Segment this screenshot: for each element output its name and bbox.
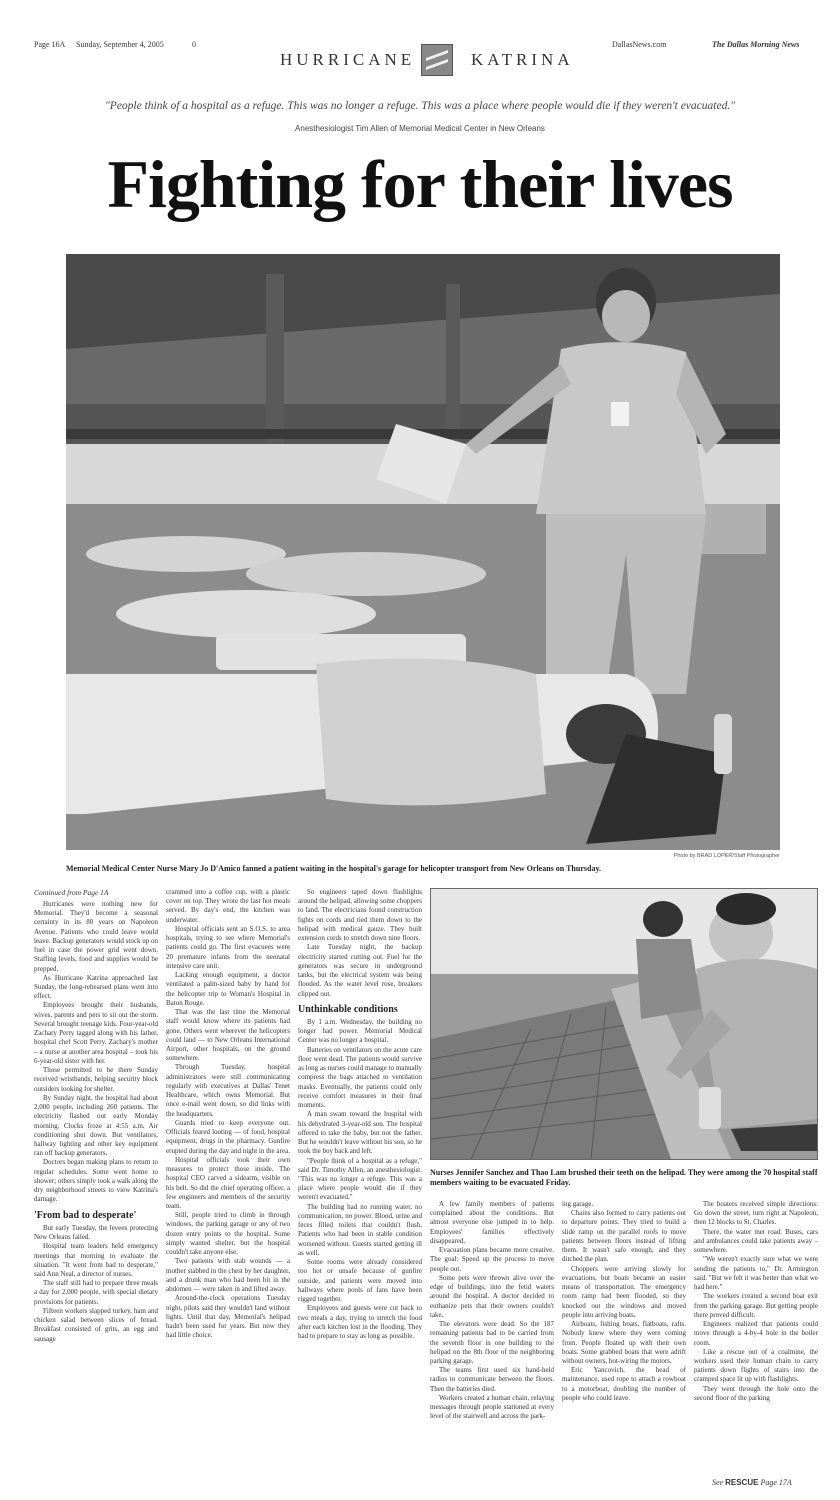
paragraph: As Hurricane Katrina approached last Sunday, the long-rehearsed plans went into effect. <box>34 973 158 1001</box>
paragraph: Chains also formed to carry patients out to departure points. They tried to build a slide ramp on the parallel roofs to move patients between floors instead of lifting them. It wasn't safe enough, and they ditched the plan. <box>562 1209 686 1264</box>
paragraph: "We weren't exactly sure what we were sending the patients to," Dr. Armington said. "But we felt it was better than what we had here." <box>694 1255 818 1292</box>
paragraph: Like a rescue out of a coalmine, the workers used their human chain to carry patients down flights of stairs into the cramped space lit up with flashlights. <box>694 1347 818 1384</box>
helipad-photo <box>430 888 818 1160</box>
paragraph: By Sunday night, the hospital had about 2,000 people, including 260 patients. The electricity flashed out early Monday morning. Clocks froze at 4:55 a.m. Air conditioning shut down. But ventilators, hallway lighting and other key equipment ran off backup generators. <box>34 1093 158 1158</box>
article-column-6 <box>694 1200 818 1403</box>
helipad-photo-caption: Nurses Jennifer Sanchez and Thao Lam brushed their teeth on the helipad. They were among the 70 hospital staff members waiting to be evacuated Friday. <box>430 1168 818 1187</box>
paragraph: The building had no running water, no communication, no power. Blood, urine and feces filled toilets that couldn't flush. Patients who had been in stable condition worsened without. Guests started getting ill as well. <box>298 1202 422 1257</box>
paragraph: Guards tried to keep everyone out. Officials feared looting — of food, hospital equipment, drugs in the pharmacy. Gunfire erupted during the day and night in the area. <box>166 1118 290 1155</box>
site-url: DallasNews.com <box>612 40 667 49</box>
article-column-3 <box>298 888 422 1341</box>
paragraph: Workers created a human chain, relaying messages through people stationed at every level of the stairwell and across the park- <box>430 1393 554 1421</box>
paragraph: Doctors began making plans to return to regular schedules. Some went home to shower; others simply took a walk along the dry neighborhood streets to view Katrina's damage. <box>34 1158 158 1204</box>
paragraph: Those permitted to be there Sunday received wristbands, helping security block outsiders looking for shelter. <box>34 1066 158 1093</box>
pull-quote-attribution: Anesthesiologist Tim Allen of Memorial Medical Center in New Orleans <box>295 124 545 133</box>
paragraph: The boaters received simple directions: Go down the street, turn right at Napoleon, then 12 blocks to St. Charles. <box>694 1200 818 1227</box>
continued-from: Continued from Page 1A <box>34 888 109 897</box>
paragraph: The staff still had to prepare three meals a day for 2,000 people, with special dietary provisions for patients. <box>34 1279 158 1306</box>
page-number: Page 16A <box>34 40 66 49</box>
paragraph: "People think of a hospital as a refuge," said Dr. Timothy Allen, an anesthesiologist. "This was no longer a refuge. This was a place where people would die if they weren't evacuated." <box>298 1156 422 1202</box>
paragraph: By 1 a.m. Wednesday, the building no longer had power. Memorial Medical Center was no longer a hospital. <box>298 1018 422 1045</box>
paragraph: So engineers taped down flashlights around the helipad, allowing some choppers to land. The electricians found construction lights on cords and tied them down to the helipad with medical gauze. They built extension cords to stretch down nine floors. <box>298 888 422 943</box>
paragraph: Late Tuesday night, the backup electricity started cutting out. Fuel for the generators was secure in underground tanks, but the electrical system was being flooded. As the water level rose, breakers clipped out. <box>298 943 422 998</box>
paper-name: The Dallas Morning News <box>712 40 800 49</box>
paragraph: Batteries on ventilators on the acute care floor went dead. The patients would survive as long as nurses could manage to manually compress the bags attached to ventilation masks. Eventually, the patients could only receive comfort measures in their final moments. <box>298 1045 422 1110</box>
jump-page: Page 17A <box>760 1478 792 1487</box>
main-photo-caption: Memorial Medical Center Nurse Mary Jo D'Amico fanned a patient waiting in the hospital's garage for helicopter transport from New Orleans on Thursday. <box>66 864 601 873</box>
jump-prefix: See <box>712 1478 724 1487</box>
paragraph: Evacuation plans became more creative. The goal: Speed up the process to move people out. <box>430 1246 554 1273</box>
paragraph: Around-the-clock operations Tuesday night, pilots said they wouldn't land without lights. Until that day, Memorial's helipad hadn't been used for years. But now they had little choice. <box>166 1294 290 1340</box>
pull-quote: "People think of a hospital as a refuge. This was no longer a refuge. This was a place where people would die if they weren't evacuated." <box>104 100 736 112</box>
paragraph: But early Tuesday, the levees protecting New Orleans failed. <box>34 1223 158 1242</box>
helipad-photo-illustration <box>431 889 817 1159</box>
paragraph: The elevators were dead. So the 187 remaining patients had to be carried from the seventh floor in one building to the helipad on the 8th floor of the neighboring parking garage. <box>430 1320 554 1365</box>
paragraph: Through Tuesday, hospital administrators were still communicating regularly with executives at Dallas' Tenet Healthcare, which owns Memorial. But once e-mail went down, so did links with the headquarters. <box>166 1063 290 1118</box>
paragraph: A few family members of patients complained about the conditions. But almost everyone else jumped in to help. Employees' families effectively disappeared. <box>430 1200 554 1245</box>
article-column-4 <box>430 1200 554 1422</box>
paragraph: There, the water met road. Buses, cars and ambulances could take patients away – somewhere. <box>694 1227 818 1255</box>
section-code: 0 <box>192 40 196 49</box>
main-photo-illustration <box>66 254 780 850</box>
paragraph: ing garage. <box>562 1200 594 1208</box>
paragraph: Employees brought their husbands, wives, parents and pets to sit out the storm. Several brought teenage kids. Four-year-old Zachary Perry tagged along with his father, hospital chef Scott Perry. Zachary's mother – a nurse at another area hospital – took his 6-year-old sister with her. <box>34 1001 158 1065</box>
paragraph: Two patients with stab wounds — a mother stabbed in the chest by her daughter, and a drunk man who had been hit in the abdomen — were taken in and lifted away. <box>166 1257 290 1294</box>
paragraph: Fifteen workers slapped turkey, ham and chicken salad between slices of bread. Breakfast consisted of grits, an egg and sausage <box>34 1306 158 1343</box>
paragraph: Still, people tried to climb in through windows, the parking garage or any of two dozen entry points to the hospital. Some simply wanted shelter, but the hospital couldn't take anyone else. <box>166 1211 290 1257</box>
section-title-left: HURRICANE <box>280 50 416 69</box>
paragraph: Eric Yancovich, the head of maintenance, used rope to attach a rowboat to a motorboat, doubling the number of people who could leave. <box>562 1366 686 1402</box>
subhead: Unthinkable conditions <box>298 1003 398 1015</box>
paragraph: Choppers were arriving slowly for evacuations, but boats became an easier means of transportation. The emergency room ramp had been flooded, so they knocked out the windows and moved people into arriving boats. <box>562 1264 686 1319</box>
paragraph: They went through the hole onto the second floor of the parking <box>694 1384 818 1402</box>
article-column-2 <box>166 888 290 1340</box>
main-photo-credit: Photo by BRAD LOPER/Staff Photographer <box>673 853 780 859</box>
page-headline: Fighting for their lives <box>107 146 733 222</box>
paragraph: crammed into a coffee cup, with a plastic cover on top. They wrote the last hot meals served. By day's end, the kitchen was underwater. <box>166 888 290 924</box>
paragraph: A man swam toward the hospital with his dehydrated 3-year-old son. The hospital offered to take the baby, but not the father. But he wouldn't leave without his son, so he took the boy back and left. <box>298 1110 422 1156</box>
paragraph: Hospital officials sent an S.O.S. to area hospitals, trying to see where Memorial's patients could go. The first evacuees were 20 premature infants from the neonatal intensive care unit. <box>166 924 290 970</box>
jump-line[interactable] <box>712 1478 792 1487</box>
section-title-right: KATRINA <box>471 50 574 69</box>
paragraph: Hospital officials took their own measures to protect those inside. The hospital CEO carved a sidearm, visible on his belt. So did the chief operating officer, a few engineers and members of the security team. <box>166 1155 290 1210</box>
katrina-logo-icon <box>421 44 453 76</box>
paragraph: Some rooms were already considered too hot or unsafe because of gunfire outside, and patients were moved into hallways where pools of fans have been rigged together. <box>298 1258 422 1304</box>
paragraph: Some pets were thrown alive over the edge of buildings, into the fetid waters around the hospital. A doctor decided to euthanize pets that their owners couldn't take. <box>430 1273 554 1319</box>
paragraph: Hospital team leaders held emergency meetings that morning to evaluate the situation. "It went from bad to desperate," said Ann Neal, a director of nurses. <box>34 1242 158 1278</box>
paragraph: Airboats, fishing boats, flatboats, rafts. Nobody knew where they were coming from. People floated up with their own boats. Some grabbed boats that were adrift without owners, hot-wiring the motors. <box>562 1320 686 1365</box>
paragraph: The workers created a second boat exit from the parking garage. But getting people there proved difficult. <box>694 1292 818 1319</box>
paragraph: Employees and guests were cut back to two meals a day, trying to stretch the food after each kitchen lost in the flooding. They had to prepare to stay as long as possible. <box>298 1304 422 1340</box>
article-column-5 <box>562 1200 686 1403</box>
paragraph: Lacking enough equipment, a doctor ventilated a palm-sized baby by hand for the helicopter trip to Woman's Hospital in Baton Rouge. <box>166 971 290 1007</box>
paragraph: That was the last time the Memorial staff would know where its patients had gone. Others went wherever the helicopters could land — to New Orleans International Airport, other hospitals, on the ground somewhere. <box>166 1008 290 1063</box>
article-column-1 <box>34 888 158 1344</box>
paragraph: The teams first used six hand-held radios to communicate between the floors. Then the batteries died. <box>430 1366 554 1393</box>
page-date: Sunday, September 4, 2005 <box>76 40 164 49</box>
jump-word: RESCUE <box>725 1478 759 1487</box>
main-photo <box>66 254 780 850</box>
paragraph: Engineers realized that patients could move through a 4-by-4 hole in the boiler room. <box>694 1320 818 1347</box>
subhead: 'From bad to desperate' <box>34 1209 137 1221</box>
paragraph: Hurricanes were nothing new for Memorial. They'd become a seasonal certainty in its 80 years on Napoleon Avenue. Patients who could leave would leave. Backup generators would stock up on fuel in case the power grid went down. Staffing levels, food and supplies would be prepped. <box>34 899 158 973</box>
